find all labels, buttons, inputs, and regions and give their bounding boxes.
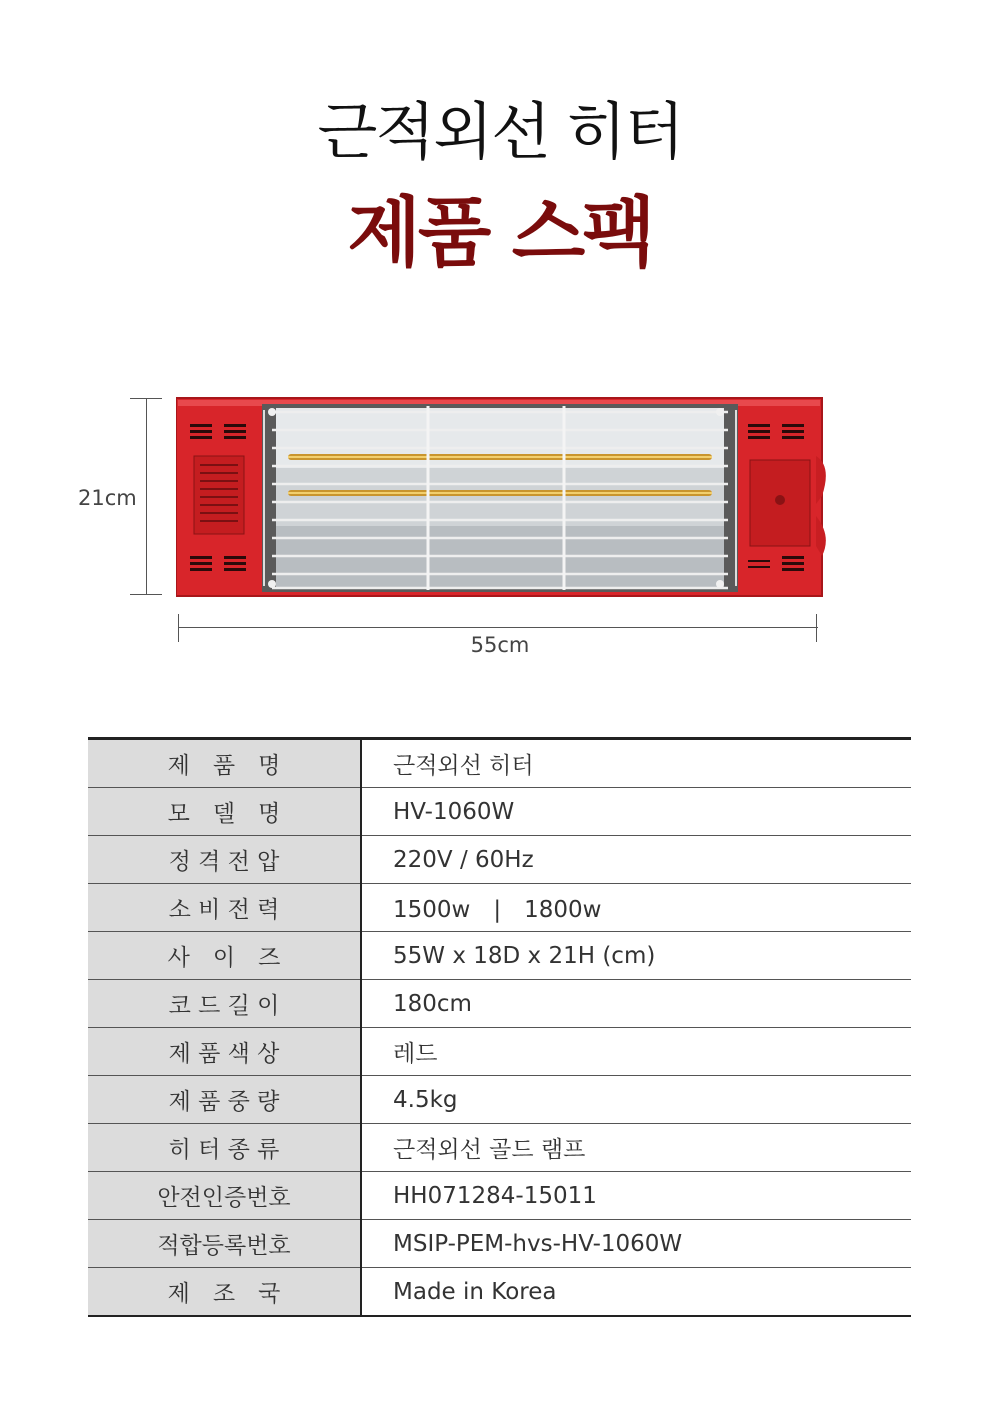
spec-value: 1500w | 1800w — [361, 884, 911, 932]
spec-label: 안전인증번호 — [88, 1172, 361, 1220]
spec-label: 적합등록번호 — [88, 1220, 361, 1268]
spec-row — [88, 980, 911, 1028]
spec-label: 모 델 명 — [88, 788, 361, 836]
page-title: 근적외선 히터 — [317, 95, 683, 168]
height-dimension-line — [146, 398, 147, 595]
spec-value: 근적외선 골드 램프 — [361, 1124, 911, 1172]
spec-label: 제 조 국 — [88, 1268, 361, 1317]
spec-label: 제 품 중 량 — [88, 1076, 361, 1124]
spec-value: 220V / 60Hz — [361, 836, 911, 884]
spec-value: Made in Korea — [393, 1278, 557, 1305]
spec-value: HV-1060W — [361, 788, 911, 836]
spec-row — [88, 1172, 911, 1220]
spec-value: 4.5kg — [361, 1076, 911, 1124]
width-label: 55cm — [470, 633, 530, 657]
spec-value: HH071284-15011 — [361, 1172, 911, 1220]
spec-label: 소 비 전 력 — [88, 884, 361, 932]
width-dimension-line — [178, 627, 818, 628]
spec-label: 사 이 즈 — [88, 932, 361, 980]
spec-value: 180cm — [361, 980, 911, 1028]
spec-label: 히 터 종 류 — [88, 1124, 361, 1172]
height-label: 21cm — [78, 486, 137, 510]
page-subtitle: 제품 스팩 — [347, 188, 653, 277]
height-dimension-top-tick — [130, 398, 162, 399]
spec-label: 제 품 색 상 — [88, 1028, 361, 1076]
spec-row — [88, 884, 911, 932]
spec-row — [88, 788, 911, 836]
spec-row — [88, 836, 911, 884]
spec-label: 제 품 명 — [88, 739, 361, 788]
spec-row — [88, 739, 911, 788]
spec-value: 레드 — [361, 1028, 911, 1076]
height-dimension-bottom-tick — [130, 594, 162, 595]
spec-value: 근적외선 히터 — [361, 739, 911, 788]
heater-product-image — [176, 396, 828, 602]
spec-row — [88, 1124, 911, 1172]
spec-value: 55W x 18D x 21H (cm) — [361, 932, 911, 980]
spec-table — [88, 737, 911, 1317]
spec-row — [88, 1220, 911, 1268]
spec-row — [88, 1076, 911, 1124]
spec-value: MSIP-PEM-hvs-HV-1060W — [361, 1220, 911, 1268]
spec-row — [88, 1268, 911, 1317]
spec-label: 코 드 길 이 — [88, 980, 361, 1028]
spec-label: 정 격 전 압 — [88, 836, 361, 884]
spec-row — [88, 932, 911, 980]
spec-row — [88, 1028, 911, 1076]
